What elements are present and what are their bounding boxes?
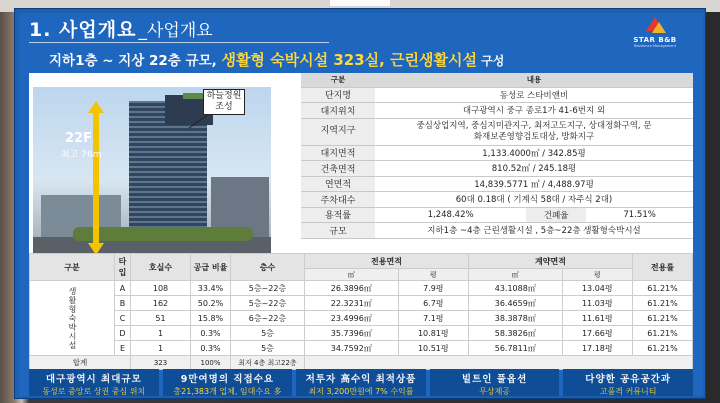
info-value: 지하1층 ~4층 근린생활시설 , 5층~22층 생활형숙박시설 bbox=[375, 223, 693, 239]
unit-floors: 5층~22층 bbox=[231, 296, 305, 311]
unit-rooms: 108 bbox=[131, 281, 191, 296]
units-header-rooms: 호실수 bbox=[131, 254, 191, 281]
unit-exclusive-py: 7.9평 bbox=[398, 281, 468, 296]
units-header-group: 구분 bbox=[30, 254, 115, 281]
info-value: 1,133.4000㎡ / 342.85평 bbox=[375, 145, 693, 161]
unit-type: D bbox=[115, 326, 131, 341]
highlight-title: 다양한 공유공간과 bbox=[585, 374, 672, 385]
info-key: 용적률 bbox=[301, 207, 375, 223]
highlight-sub: 총21,383개 업체, 임대수요 多 bbox=[173, 387, 282, 396]
info-key: 건축면적 bbox=[301, 161, 375, 177]
title-sub: _사업개요 bbox=[138, 21, 213, 41]
unit-contract-m2: 43.1088㎡ bbox=[468, 281, 562, 296]
unit-exclusive-m2: 34.7592㎡ bbox=[305, 341, 399, 356]
total-floors: 최저 4층 최고22층 bbox=[231, 356, 305, 370]
info-key: 주차대수 bbox=[301, 192, 375, 208]
unit-type: C bbox=[115, 311, 131, 326]
table-row bbox=[30, 326, 693, 341]
highlight-box bbox=[29, 369, 159, 396]
building-height: 최고 76m bbox=[61, 150, 102, 160]
unit-exclusive-m2: 35.7396㎡ bbox=[305, 326, 399, 341]
title-main: 1. 사업개요 bbox=[29, 19, 137, 41]
unit-contract-py: 17.66평 bbox=[562, 326, 632, 341]
unit-exclusive-py: 10.81평 bbox=[398, 326, 468, 341]
units-header-rate: 전용률 bbox=[633, 254, 693, 281]
slide-title bbox=[29, 15, 213, 43]
unit-contract-py: 11.61평 bbox=[562, 311, 632, 326]
info-value: 동성로 스타비앤비 bbox=[375, 87, 693, 103]
unit-rooms: 51 bbox=[131, 311, 191, 326]
info-value: 1,248.42% bbox=[375, 207, 526, 223]
unit-rate: 61.21% bbox=[633, 341, 693, 356]
unit-exclusive-py: 6.7평 bbox=[398, 296, 468, 311]
unit-type: E bbox=[115, 341, 131, 356]
table-row bbox=[30, 341, 693, 356]
garden-callout: 하늘정원 조성 bbox=[203, 89, 245, 115]
unit-rate: 61.21% bbox=[633, 311, 693, 326]
info-key: 대지위치 bbox=[301, 103, 375, 119]
units-header-type: 타입 bbox=[115, 254, 131, 281]
ceiling-light bbox=[330, 0, 390, 6]
project-info-table bbox=[301, 73, 693, 239]
total-row bbox=[30, 356, 693, 370]
units-header-contract: 계약면적 bbox=[468, 254, 632, 269]
highlight-box bbox=[430, 369, 560, 396]
unit-exclusive-m2: 22.3231㎡ bbox=[305, 296, 399, 311]
unit-ratio: 33.4% bbox=[191, 281, 231, 296]
info-value: 대구광역시 중구 종로1가 41-6번지 외 bbox=[375, 103, 693, 119]
unit-exclusive-py: 10.51평 bbox=[398, 341, 468, 356]
unit-rate: 61.21% bbox=[633, 296, 693, 311]
unit-rooms: 1 bbox=[131, 326, 191, 341]
units-subheader-pyeong: 평 bbox=[562, 269, 632, 281]
highlight-title: 대구광역시 최대규모 bbox=[45, 374, 142, 385]
presentation-slide bbox=[14, 8, 706, 399]
unit-ratio: 0.3% bbox=[191, 326, 231, 341]
title-underline bbox=[29, 42, 329, 43]
info-key: 대지면적 bbox=[301, 145, 375, 161]
total-ratio: 100% bbox=[191, 356, 231, 370]
unit-ratio: 50.2% bbox=[191, 296, 231, 311]
subtitle bbox=[49, 49, 504, 70]
unit-floors: 5층 bbox=[231, 326, 305, 341]
unit-type: A bbox=[115, 281, 131, 296]
units-group-label: 생활형숙박시설 bbox=[30, 281, 115, 356]
unit-floors: 6층~22층 bbox=[231, 311, 305, 326]
highlight-title: 빌트인 풀옵션 bbox=[461, 374, 528, 385]
subtitle-highlight: 생활형 숙박시설 323실, 근린생활시설 bbox=[221, 51, 477, 69]
unit-rooms: 1 bbox=[131, 341, 191, 356]
unit-rate: 61.21% bbox=[633, 281, 693, 296]
info-value: 71.51% bbox=[586, 207, 693, 223]
unit-floors: 5층~22층 bbox=[231, 281, 305, 296]
unit-type-table bbox=[29, 253, 693, 370]
unit-exclusive-py: 7.1평 bbox=[398, 311, 468, 326]
unit-contract-m2: 38.3878㎡ bbox=[468, 311, 562, 326]
table-row bbox=[30, 311, 693, 326]
info-header-value: 내용 bbox=[375, 73, 693, 87]
unit-contract-m2: 36.4659㎡ bbox=[468, 296, 562, 311]
star-bnb-logo bbox=[615, 17, 695, 57]
highlight-sub: 최저 3,200만원에 7% 수익률 bbox=[308, 387, 414, 396]
units-subheader-m2: ㎡ bbox=[468, 269, 562, 281]
unit-type: B bbox=[115, 296, 131, 311]
subtitle-prefix: 지하1층 ~ 지상 22층 규모, bbox=[49, 53, 222, 69]
height-arrow bbox=[93, 111, 99, 245]
info-header-key: 구분 bbox=[301, 73, 375, 87]
highlight-box bbox=[563, 369, 693, 396]
table-row bbox=[30, 296, 693, 311]
info-key: 지역지구 bbox=[301, 118, 375, 145]
subtitle-suffix: 구성 bbox=[477, 54, 505, 68]
highlights-footer bbox=[29, 369, 693, 396]
logo-icon bbox=[644, 17, 666, 35]
unit-rooms: 162 bbox=[131, 296, 191, 311]
logo-name: STAR B&B bbox=[633, 36, 677, 44]
building-rendering bbox=[33, 87, 271, 257]
units-subheader-m2: ㎡ bbox=[305, 269, 399, 281]
slide-inner bbox=[19, 13, 703, 396]
highlight-box bbox=[296, 369, 426, 396]
highlight-sub: 무상제공 bbox=[479, 387, 511, 396]
highlight-title: 저투자 高수익 최적상품 bbox=[305, 374, 417, 385]
highlight-title: 9만여명의 직접수요 bbox=[180, 374, 275, 385]
units-header-ratio: 공급 비율 bbox=[191, 254, 231, 281]
highlight-sub: 고품격 커뮤니티 bbox=[599, 387, 657, 396]
unit-exclusive-m2: 26.3896㎡ bbox=[305, 281, 399, 296]
info-value: 중심상업지역, 중심지미관지구, 최저고도지구, 상대정화구역, 문화재보존영향검토대상, 방화지구 bbox=[375, 118, 693, 145]
unit-contract-m2: 58.3826㎡ bbox=[468, 326, 562, 341]
total-label: 합계 bbox=[30, 356, 131, 370]
unit-rate: 61.21% bbox=[633, 326, 693, 341]
unit-ratio: 0.3% bbox=[191, 341, 231, 356]
unit-contract-m2: 56.7811㎡ bbox=[468, 341, 562, 356]
unit-contract-py: 11.03평 bbox=[562, 296, 632, 311]
info-key: 연면적 bbox=[301, 176, 375, 192]
highlight-box bbox=[163, 369, 293, 396]
unit-contract-py: 13.04평 bbox=[562, 281, 632, 296]
floor-count: 22F bbox=[65, 131, 92, 146]
table-row bbox=[30, 281, 693, 296]
unit-floors: 5층 bbox=[231, 341, 305, 356]
info-key: 단지명 bbox=[301, 87, 375, 103]
info-key: 규모 bbox=[301, 223, 375, 239]
total-rooms: 323 bbox=[131, 356, 191, 370]
info-value: 60대 0.18대 ( 기계식 58대 / 자주식 2대) bbox=[375, 192, 693, 208]
units-header-exclusive: 전용면적 bbox=[305, 254, 469, 269]
content-panel bbox=[29, 73, 693, 368]
unit-ratio: 15.8% bbox=[191, 311, 231, 326]
unit-exclusive-m2: 23.4996㎡ bbox=[305, 311, 399, 326]
unit-contract-py: 17.18평 bbox=[562, 341, 632, 356]
info-value: 810.52㎡ / 245.18평 bbox=[375, 161, 693, 177]
units-header-floors: 층수 bbox=[231, 254, 305, 281]
highlight-sub: 동성로 중앙로 상권 중심 위치 bbox=[42, 387, 146, 396]
info-key: 건폐율 bbox=[526, 207, 586, 223]
units-subheader-pyeong: 평 bbox=[398, 269, 468, 281]
logo-tagline: Residence Management bbox=[633, 44, 677, 48]
info-value: 14,839.5771 ㎡ / 4,488.97평 bbox=[375, 176, 693, 192]
